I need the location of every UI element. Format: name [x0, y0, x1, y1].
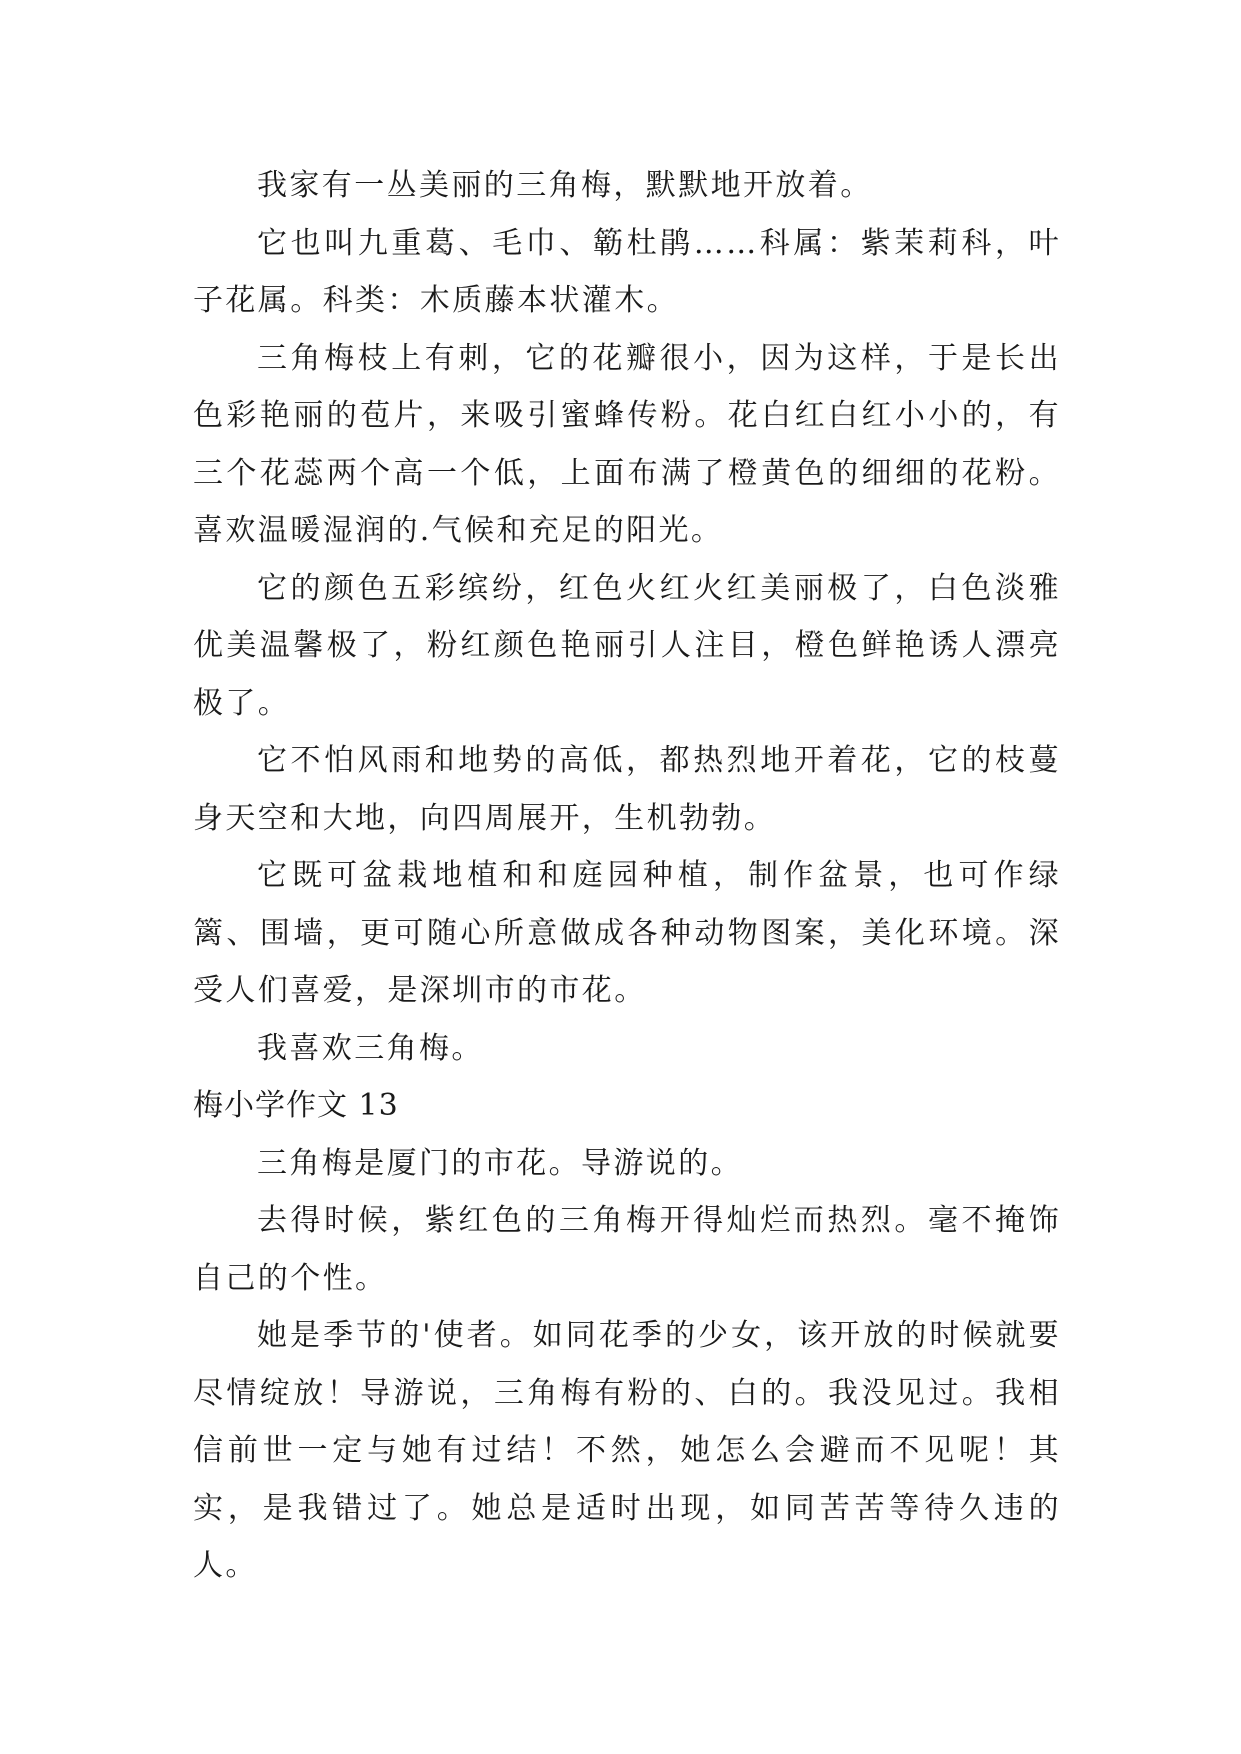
paragraph-2: 它也叫九重葛、毛巾、簕杜鹃……科属：紫茉莉科，叶子花属。科类：木质藤本状灌木。: [193, 225, 1061, 318]
paragraph-7: 我喜欢三角梅。: [257, 1030, 484, 1066]
paragraph-6: 它既可盆栽地植和和庭园种植，制作盆景，也可作绿篱、围墙，更可随心所意做成各种动物图案，美化环境。深受人们喜爱，是深圳市的市花。: [193, 858, 1061, 1008]
document-body: [193, 157, 1061, 1595]
paragraph-9: 去得时候，紫红色的三角梅开得灿烂而热烈。毫不掩饰自己的个性。: [193, 1203, 1061, 1296]
paragraph-4: 它的颜色五彩缤纷，红色火红火红美丽极了，白色淡雅优美温馨极了，粉红颜色艳丽引人注目，橙色鲜艳诱人漂亮极了。: [193, 570, 1061, 721]
paragraph-1: 我家有一丛美丽的三角梅，默默地开放着。: [257, 168, 873, 203]
paragraph-5: 它不怕风雨和地势的高低，都热烈地开着花，它的枝蔓身天空和大地，向四周展开，生机勃勃。: [193, 743, 1061, 836]
paragraph-10: 她是季节的'使者。如同花季的少女，该开放的时候就要尽情绽放！导游说，三角梅有粉的、白的。我没见过。我相信前世一定与她有过结！不然，她怎么会避而不见呢！其实，是我错过了。她总是适时出现，如同苦苦等待久违的人。: [193, 1318, 1061, 1583]
paragraph-8: 三角梅是厦门的市花。导游说的。: [257, 1145, 743, 1181]
paragraph-3: 三角梅枝上有刺，它的花瓣很小，因为这样，于是长出色彩艳丽的苞片，来吸引蜜蜂传粉。花白红白红小小的，有三个花蕊两个高一个低，上面布满了橙黄色的细细的花粉。喜欢温暖湿润的.气候和充足的阳光。: [193, 340, 1061, 548]
section-heading: 梅小学作文 13: [193, 1088, 399, 1123]
